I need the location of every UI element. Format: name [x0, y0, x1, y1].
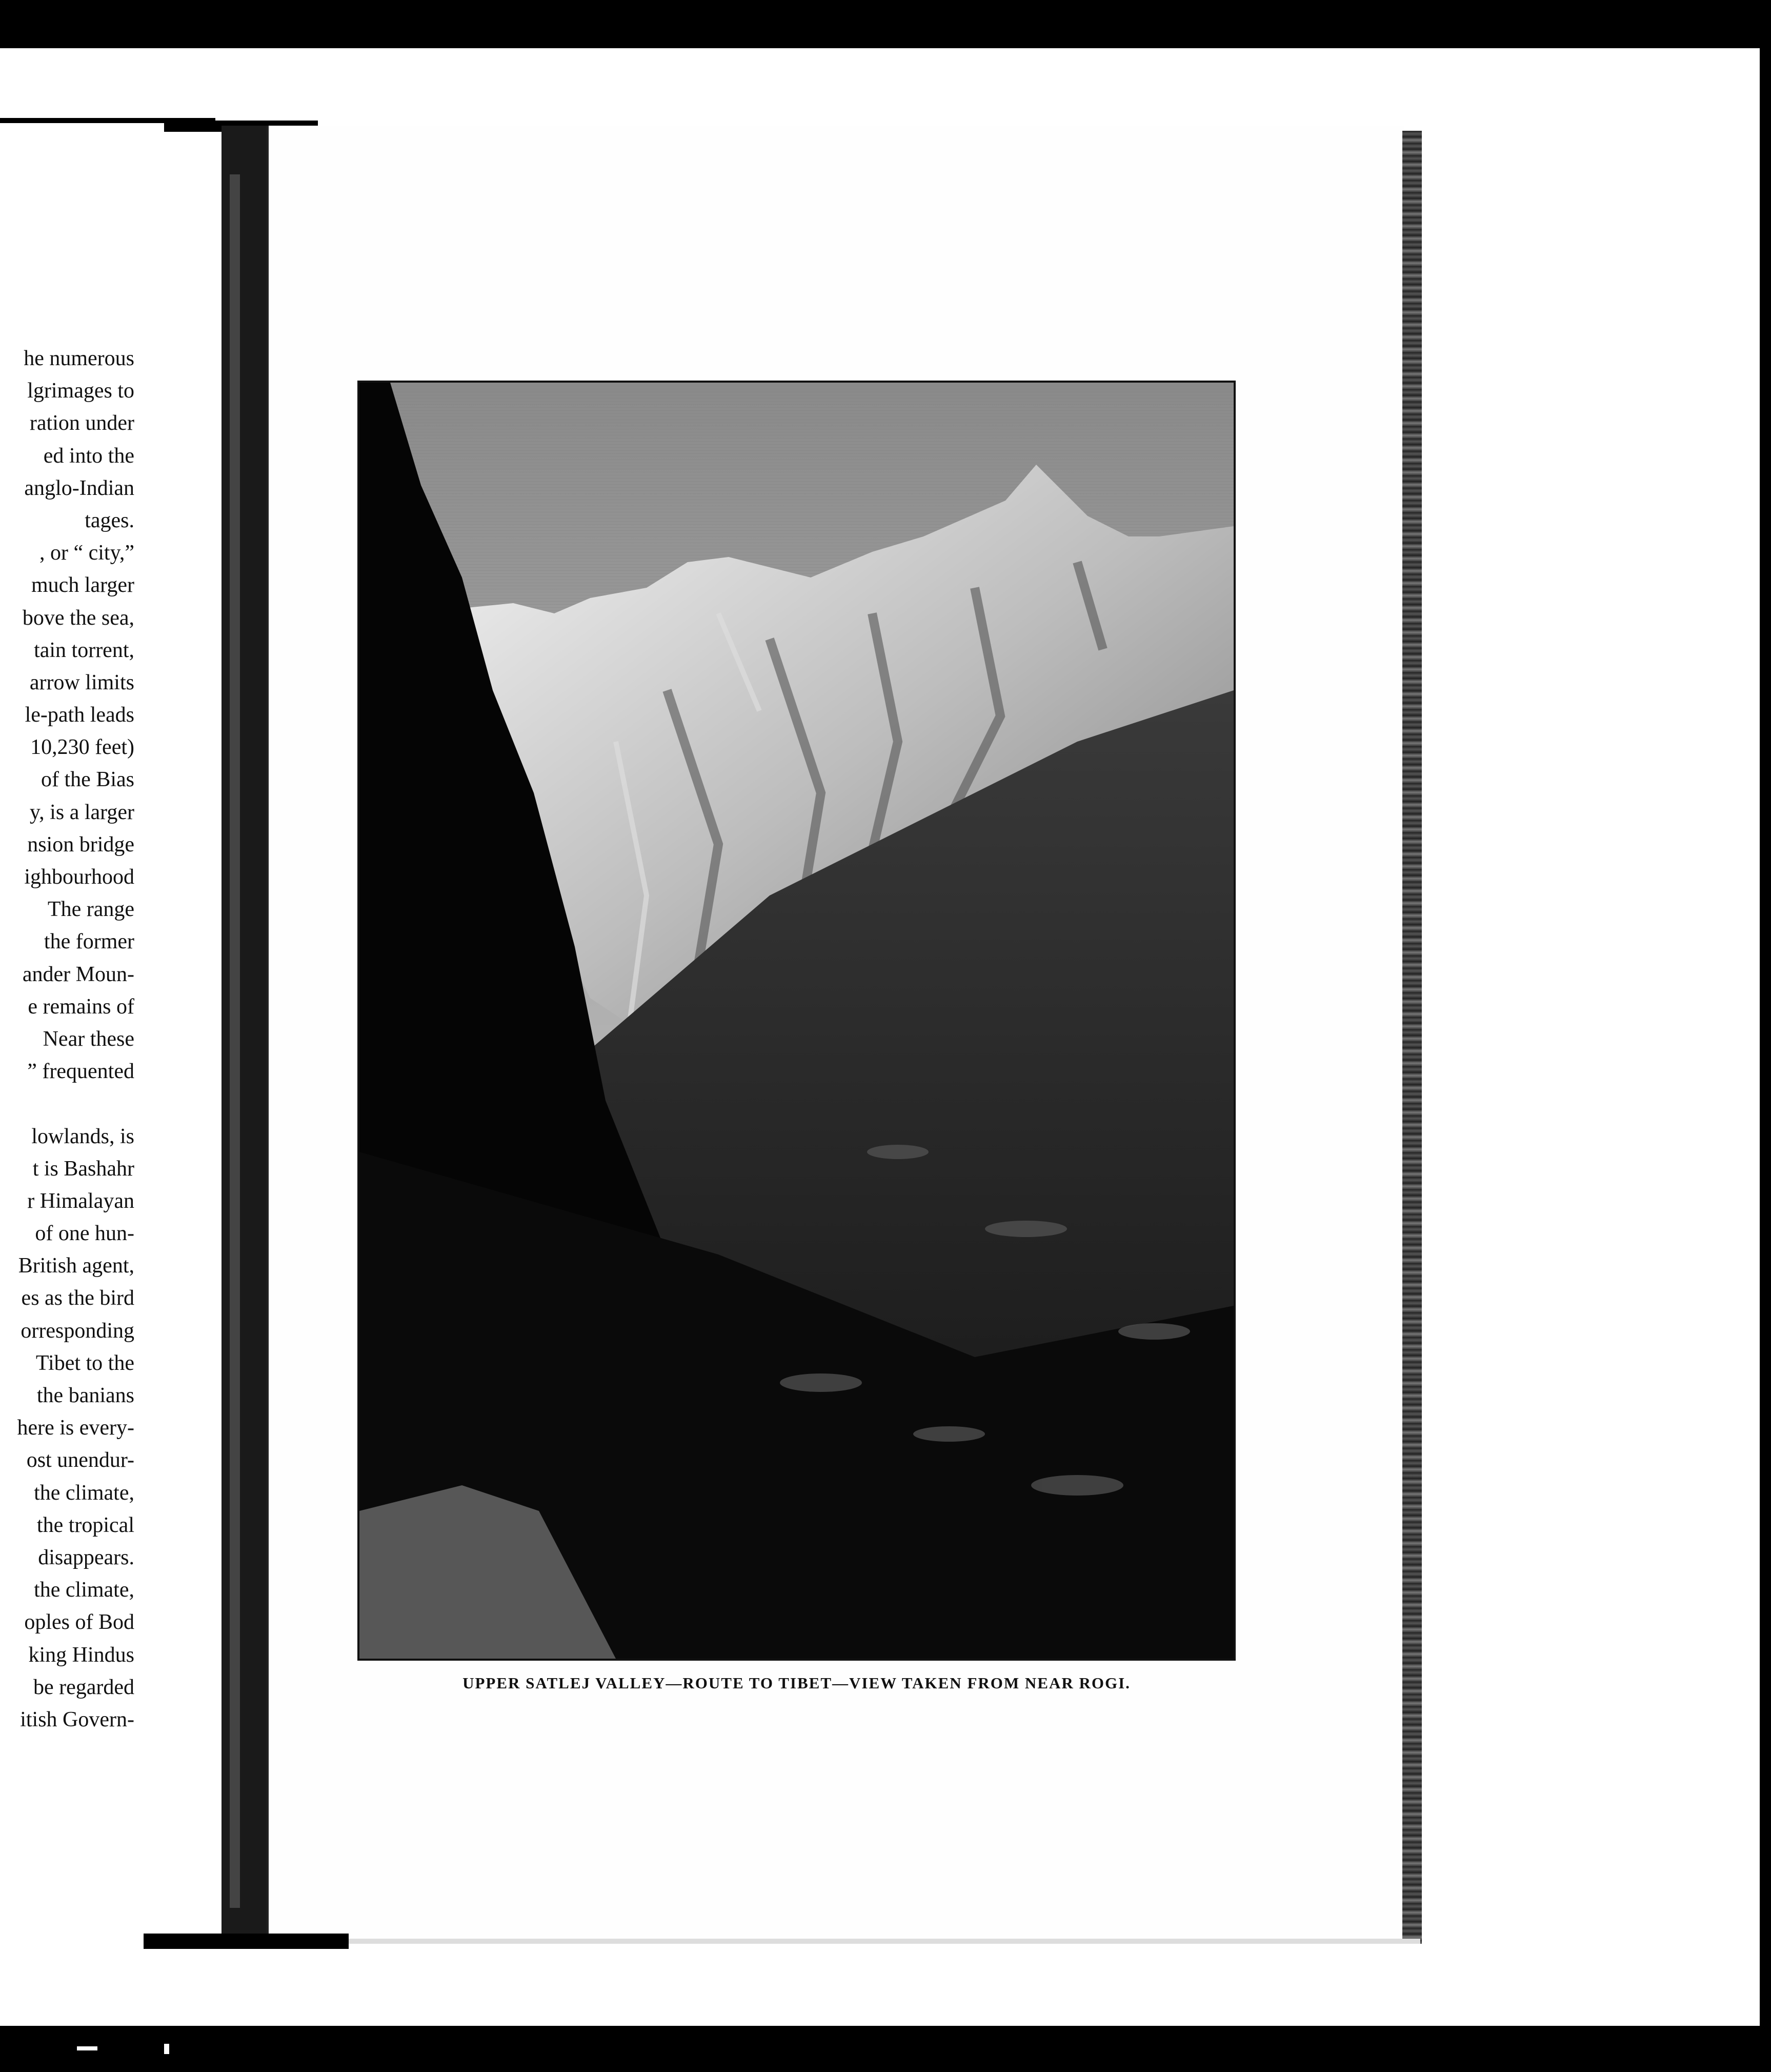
mountain-valley-engraving: [359, 383, 1234, 1659]
text-line: t is Bashahr: [32, 1157, 134, 1181]
page-bottom-edge: [267, 1939, 1420, 1944]
text-line: disappears.: [38, 1545, 134, 1569]
text-line: 10,230 feet): [30, 735, 134, 760]
text-line: , or “ city,”: [39, 541, 134, 565]
text-line: r Himalayan: [27, 1189, 134, 1213]
text-line: lowlands, is: [31, 1124, 134, 1148]
scanner-top-border: [0, 0, 1771, 41]
text-line: he numerous: [24, 347, 134, 370]
text-line: arrow limits: [29, 670, 134, 694]
text-line: es as the bird: [21, 1286, 134, 1310]
engraving-plate: [357, 381, 1236, 1661]
text-line: much larger: [31, 573, 134, 597]
marbled-page-edge: [1402, 131, 1422, 1944]
text-line: ration under: [29, 411, 134, 435]
spine-bottom: [144, 1934, 349, 1949]
scan-mark: [77, 2046, 97, 2050]
text-line: ighbourhood: [24, 865, 134, 889]
text-line: orresponding: [21, 1319, 134, 1343]
book-gutter: [222, 126, 267, 1936]
text-line: British agent,: [18, 1254, 134, 1278]
book-gutter-highlight: [230, 174, 240, 1908]
text-line: of one hun-: [35, 1222, 134, 1246]
text-line: itish Govern-: [20, 1707, 134, 1731]
text-line: tages.: [85, 508, 134, 532]
scanner-bottom-border: [0, 2026, 1771, 2072]
text-line: the former: [44, 930, 134, 954]
text-line: tain torrent,: [34, 638, 134, 662]
text-line: the tropical: [36, 1513, 134, 1537]
text-line: [0, 1088, 134, 1120]
text-line: ost unendur-: [26, 1448, 134, 1472]
text-line: the climate,: [34, 1481, 134, 1505]
text-line: The range: [47, 898, 134, 922]
text-line: bove the sea,: [22, 606, 134, 630]
text-line: the climate,: [34, 1578, 134, 1602]
scan-mark: [164, 2044, 169, 2054]
text-line: Tibet to the: [35, 1351, 134, 1375]
text-line: of the Bias: [41, 768, 134, 792]
text-line: le-path leads: [25, 703, 134, 727]
text-line: be regarded: [33, 1675, 134, 1699]
text-line: e remains of: [28, 994, 134, 1019]
left-page-text: [0, 343, 134, 1736]
text-line: ander Moun-: [22, 962, 134, 986]
scanner-top-border-line: [0, 41, 1771, 48]
text-line: king Hindus: [28, 1643, 134, 1667]
text-line: the banians: [36, 1384, 134, 1407]
text-line: Near these: [43, 1027, 134, 1051]
text-line: y, is a larger: [29, 800, 134, 824]
text-line: here is every-: [17, 1416, 134, 1440]
text-line: lgrimages to: [27, 379, 134, 403]
text-line: anglo-Indian: [24, 476, 134, 500]
text-line: ed into the: [43, 444, 134, 468]
plate-caption: UPPER SATLEJ VALLEY—ROUTE TO TIBET—VIEW TAKEN FROM NEAR ROGI.: [462, 1674, 1131, 1692]
text-line: ” frequented: [27, 1060, 134, 1084]
scanner-right-border: [1760, 41, 1771, 2026]
text-line: oples of Bod: [24, 1610, 134, 1635]
text-line: nsion bridge: [27, 832, 134, 856]
